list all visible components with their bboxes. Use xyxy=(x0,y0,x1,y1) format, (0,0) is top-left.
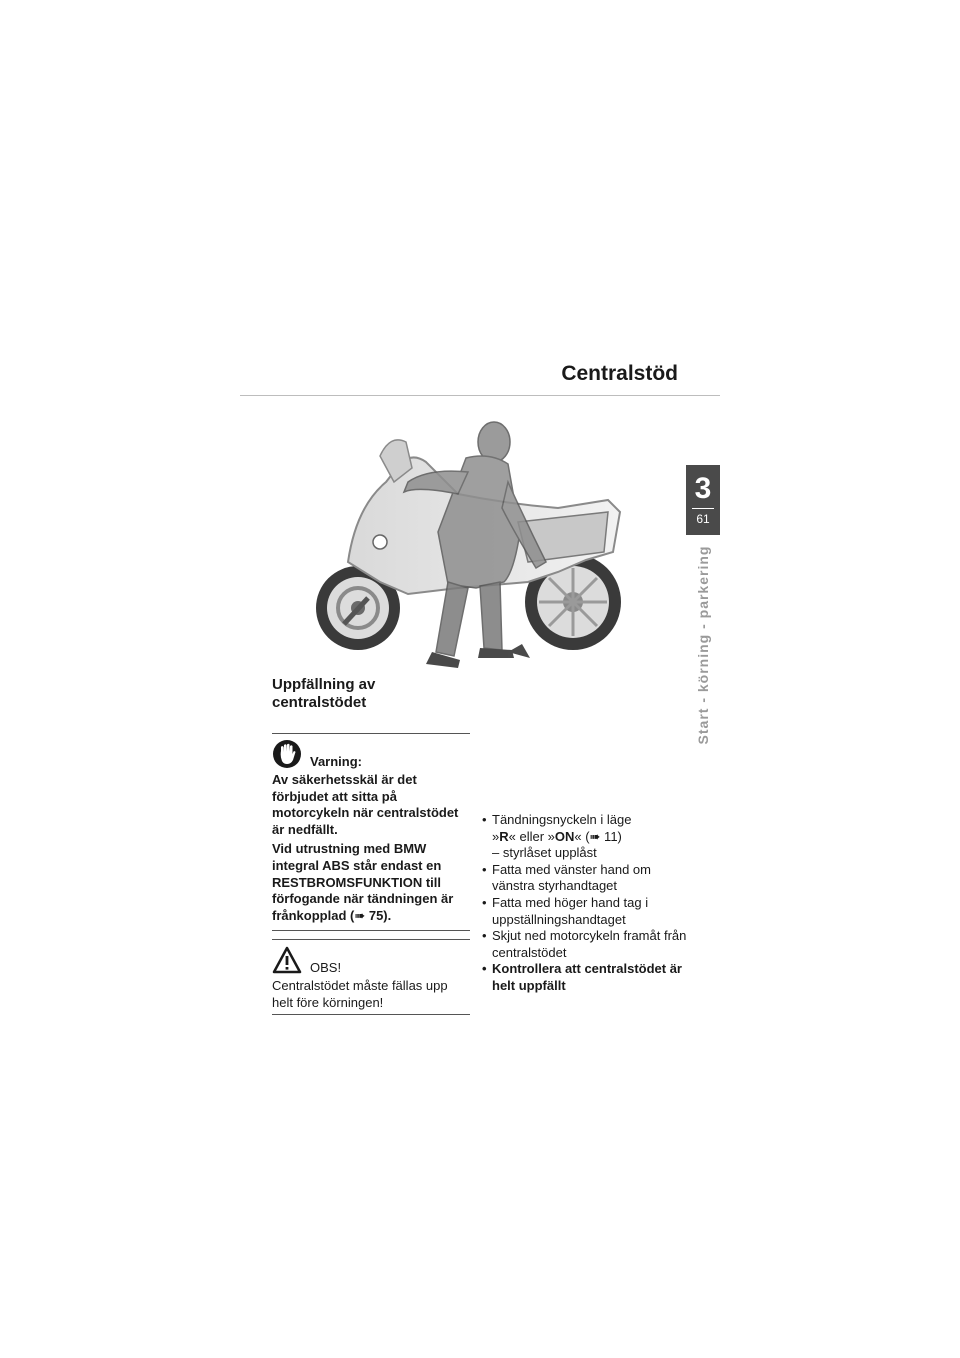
list-item: • Skjut ned motorcykeln framåt från centralstödet xyxy=(482,928,692,961)
warning-triangle-icon xyxy=(272,945,302,975)
step-list xyxy=(482,812,692,995)
chapter-number: 3 xyxy=(694,472,712,505)
header-rule xyxy=(240,395,720,396)
page-number: 61 xyxy=(696,512,710,526)
note-box xyxy=(272,939,470,1015)
step-key-line: »R« eller »ON« (➠ 11) xyxy=(492,828,622,844)
list-item xyxy=(482,812,692,862)
section-title: Uppfällning av centralstödet xyxy=(272,676,376,711)
list-item: • Kontrollera att centralstödet är helt uppfällt xyxy=(482,961,692,994)
note-label: OBS! xyxy=(310,960,342,975)
motorcycle-illustration xyxy=(308,412,660,678)
list-item: • Fatta med vänster hand om vänstra styrhandtaget xyxy=(482,862,692,895)
page-title: Centralstöd xyxy=(561,362,678,385)
warning-label: Varning: xyxy=(310,754,363,769)
warning-text: Av säkerhetsskäl är det förbjudet att sitta på motorcykeln när centralstödet är nedfällt. xyxy=(272,772,459,837)
list-item: • Fatta med höger hand tag i uppställningshandtaget xyxy=(482,895,692,928)
stop-hand-icon xyxy=(272,739,302,769)
chapter-side-label: Start - körning - parkering xyxy=(695,545,711,745)
key-position-r: R xyxy=(499,828,509,844)
warning-text-abs: Vid utrustning med BMW integral ABS står endast en RESTBROMSFUNKTION till förfogande när tändningen är frånkopplad (➠ 75). xyxy=(272,841,454,923)
chapter-divider xyxy=(692,508,714,509)
key-position-on: ON xyxy=(554,828,575,844)
chapter-tab xyxy=(686,465,720,535)
warning-box xyxy=(272,733,470,931)
note-text: Centralstödet måste fällas upp helt före körningen! xyxy=(272,978,448,1010)
step-subtext: – styrlåset upplåst xyxy=(492,845,597,861)
step-text: • Tändningsnyckeln i läge xyxy=(492,812,632,827)
